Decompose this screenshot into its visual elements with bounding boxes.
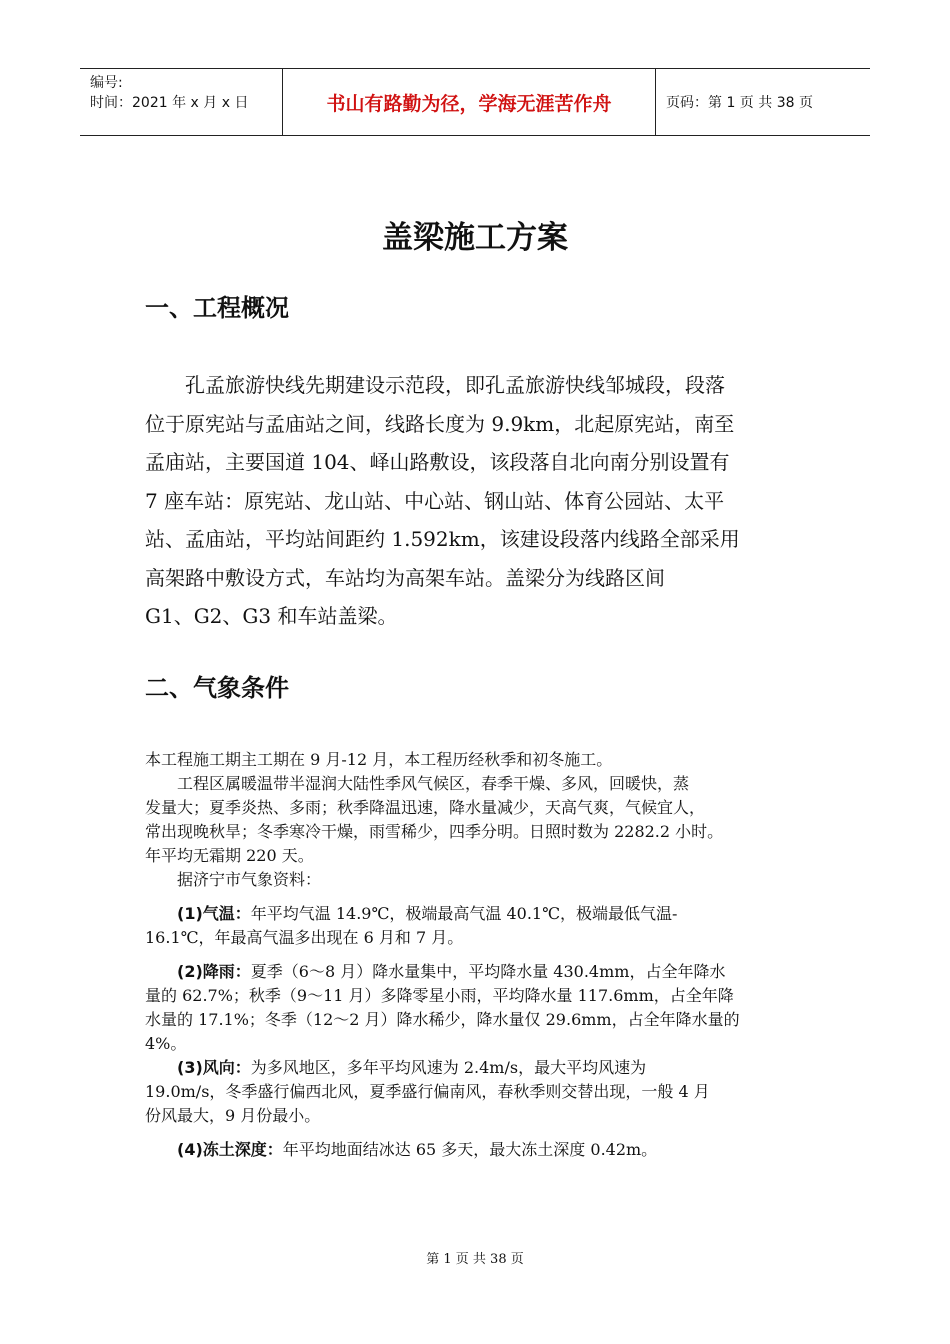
header-motto: 书山有路勤为径，学海无涯苦作舟 (282, 69, 656, 135)
number-label: 编号: (90, 75, 123, 91)
climate-line: 工程区属暖温带半湿润大陆性季风气候区，春季干燥、多风，回暖快，蒸 (177, 774, 690, 793)
item-label: (1)气温： (177, 904, 251, 923)
item-text: 年平均气温 14.9℃，极端最高气温 40.1℃，极端最低气温- (250, 904, 678, 923)
item-text: 夏季（6～8 月）降水量集中，平均降水量 430.4mm，占全年降水 (250, 962, 726, 981)
climate-line: 发量大；夏季炎热、多雨；秋季降温迅速，降水量减少，天高气爽，气候宜人， (145, 798, 706, 817)
item-line: 4%。 (145, 1034, 187, 1053)
header-page-info: 页码：第 1 页 共 38 页 (666, 95, 813, 111)
item-frost-depth (145, 1138, 825, 1162)
item-line: 19.0m/s，冬季盛行偏西北风，夏季盛行偏南风，春秋季则交替出现，一般 4 月 (145, 1082, 710, 1101)
section2-heading: 二、气象条件 (145, 674, 289, 702)
paragraph-line: 位于原宪站与孟庙站之间，线路长度为 9.9km，北起原宪站，南至 (145, 411, 735, 436)
header-meta (80, 69, 282, 135)
time-label: 时间：2021 年 x 月 x 日 (90, 95, 249, 111)
paragraph-line: 高架路中敷设方式，车站均为高架车站。盖梁分为线路区间 (145, 565, 665, 590)
item-text: 年平均地面结冰达 65 多天，最大冻土深度 0.42m。 (282, 1140, 658, 1159)
section2-body (145, 748, 825, 1162)
item-label: (3)风向： (177, 1058, 251, 1077)
item-label: (4)冻土深度： (177, 1140, 283, 1159)
page-footer: 第 1 页 共 38 页 (426, 1252, 524, 1267)
document-title: 盖梁施工方案 (382, 220, 568, 256)
paragraph-line: 孔孟旅游快线先期建设示范段，即孔孟旅游快线邹城段，段落 (185, 373, 725, 397)
item-wind (145, 1056, 825, 1080)
source-line: 据济宁市气象资料： (177, 870, 322, 889)
climate-line: 年平均无霜期 220 天。 (145, 846, 314, 865)
section1-paragraph (145, 366, 805, 636)
paragraph-line: 孟庙站，主要国道 104、峄山路敷设，该段落自北向南分别设置有 (145, 450, 730, 474)
intro-line: 本工程施工期主工期在 9 月-12 月，本工程历经秋季和初冬施工。 (145, 750, 613, 769)
item-line: 量的 62.7%；秋季（9～11 月）多降零星小雨，平均降水量 117.6mm，占全年降 (145, 986, 734, 1005)
item-line: 水量的 17.1%；冬季（12～2 月）降水稀少，降水量仅 29.6mm，占全年降水量的 (145, 1010, 740, 1029)
item-rainfall (145, 960, 825, 984)
item-text: 为多风地区，多年平均风速为 2.4m/s，最大平均风速为 (250, 1058, 647, 1077)
item-line: 份风最大，9 月份最小。 (145, 1106, 321, 1125)
section1-heading: 一、工程概况 (145, 294, 289, 322)
paragraph-line: 站、孟庙站，平均站间距约 1.592km，该建设段落内线路全部采用 (145, 527, 740, 551)
item-line: 16.1℃，年最高气温多出现在 6 月和 7 月。 (145, 928, 464, 947)
paragraph-line: G1、G2、G3 和车站盖梁。 (145, 604, 398, 628)
paragraph-line: 7 座车站：原宪站、龙山站、中心站、钢山站、体育公园站、太平 (145, 488, 725, 513)
page-header (80, 68, 870, 136)
climate-line: 常出现晚秋旱；冬季寒冷干燥，雨雪稀少，四季分明。日照时数为 2282.2 小时。 (145, 822, 724, 841)
item-temperature (145, 902, 825, 926)
item-label: (2)降雨： (177, 962, 251, 981)
